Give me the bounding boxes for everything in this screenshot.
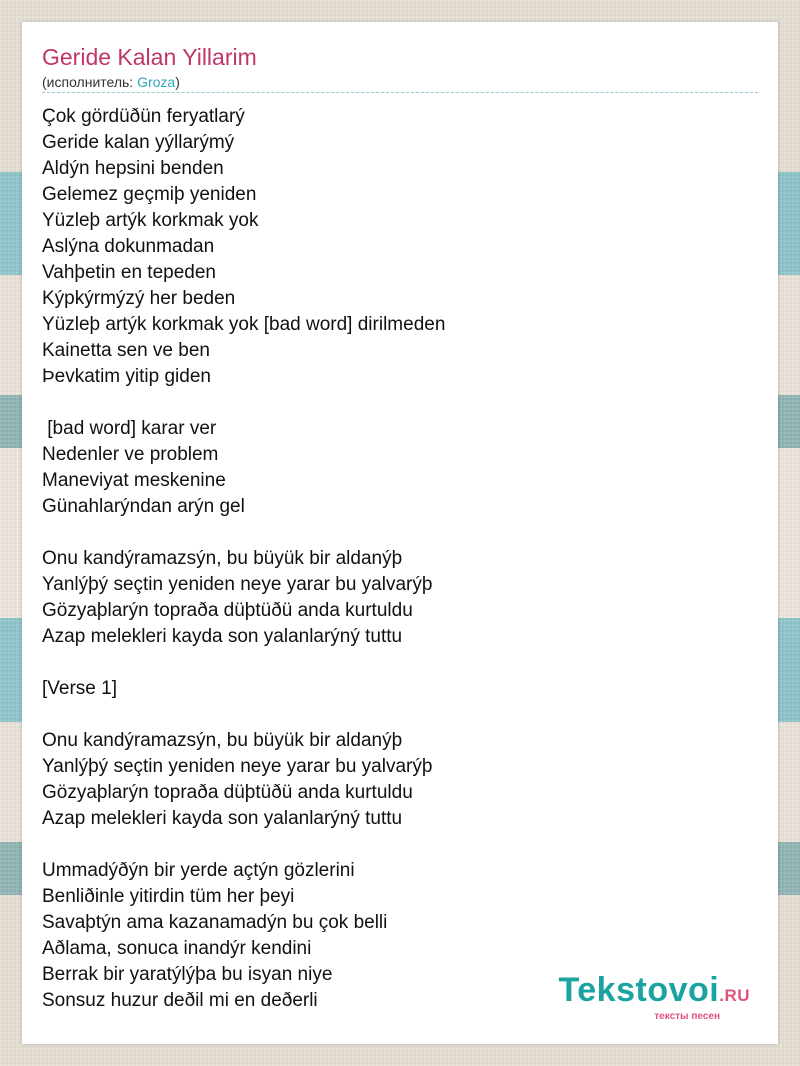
lyric-line: Çok gördüðün feryatlarý — [42, 106, 245, 127]
lyric-line: Nedenler ve problem — [42, 444, 219, 465]
lyric-line: Benliðinle yitirdin tüm her þeyi — [42, 886, 295, 907]
artist-prefix: (исполнитель: — [42, 74, 138, 90]
lyric-line: Berrak bir yaratýlýþa bu isyan niye — [42, 964, 333, 985]
lyric-line: Onu kandýramazsýn, bu büyük bir aldanýþ — [42, 730, 403, 751]
logo-tagline: тексты песен — [654, 1011, 720, 1022]
lyric-line — [42, 520, 758, 546]
lyric-line: Yanlýþý seçtin yeniden neye yarar bu yalvarýþ — [42, 574, 433, 595]
lyric-line: Onu kandýramazsýn, bu büyük bir aldanýþ — [42, 548, 403, 569]
lyric-line: Kýpkýrmýzý her beden — [42, 288, 236, 309]
artist-suffix: ) — [175, 74, 180, 90]
lyric-line: Yanlýþý seçtin yeniden neye yarar bu yalvarýþ — [42, 756, 433, 777]
lyric-line: Azap melekleri kayda son yalanlarýný tuttu — [42, 626, 403, 647]
lyric-line: [bad word] karar ver — [42, 418, 217, 439]
lyric-line: Sonsuz huzur deðil mi en deðerli — [42, 990, 318, 1011]
lyric-line: Gözyaþlarýn topraða düþtüðü anda kurtuldu — [42, 600, 413, 621]
lyric-line: Yüzleþ artýk korkmak yok [bad word] dirilmeden — [42, 314, 446, 335]
lyric-line: Savaþtýn ama kazanamadýn bu çok belli — [42, 912, 388, 933]
lyric-line: Geride kalan yýllarýmý — [42, 132, 235, 153]
lyric-line: [Verse 1] — [42, 678, 117, 699]
lyric-line — [42, 650, 758, 676]
lyric-line: Þevkatim yitip giden — [42, 366, 211, 387]
logo-wordmark — [559, 973, 750, 1013]
song-title: Geride Kalan Yillarim — [42, 44, 257, 70]
logo-tld: .RU — [719, 986, 750, 1005]
lyric-line: Gözyaþlarýn topraða düþtüðü anda kurtuldu — [42, 782, 413, 803]
artist-line — [42, 74, 180, 90]
lyric-line: Aðlama, sonuca inandýr kendini — [42, 938, 312, 959]
lyric-line: Maneviyat meskenine — [42, 470, 226, 491]
lyric-line — [42, 390, 758, 416]
lyric-line — [42, 832, 758, 858]
lyric-line: Azap melekleri kayda son yalanlarýný tuttu — [42, 808, 403, 829]
lyric-line — [42, 702, 758, 728]
lyric-line: Kainetta sen ve ben — [42, 340, 210, 361]
lyric-line: Ummadýðýn bir yerde açtýn gözlerini — [42, 860, 355, 881]
lyric-line: Gelemez geçmiþ yeniden — [42, 184, 257, 205]
lyric-line: Yüzleþ artýk korkmak yok — [42, 210, 259, 231]
lyric-line: Vahþetin en tepeden — [42, 262, 216, 283]
lyrics-body — [42, 104, 758, 1014]
lyrics-sheet — [22, 22, 778, 1044]
logo-name: Tekstovoi — [558, 971, 720, 1009]
artist-link[interactable]: Groza — [137, 74, 176, 90]
lyric-line: Aslýna dokunmadan — [42, 236, 215, 257]
site-logo[interactable] — [559, 973, 750, 1022]
lyric-line: Günahlarýndan arýn gel — [42, 496, 245, 517]
lyric-line: Aldýn hepsini benden — [42, 158, 224, 179]
title-divider — [42, 92, 758, 93]
